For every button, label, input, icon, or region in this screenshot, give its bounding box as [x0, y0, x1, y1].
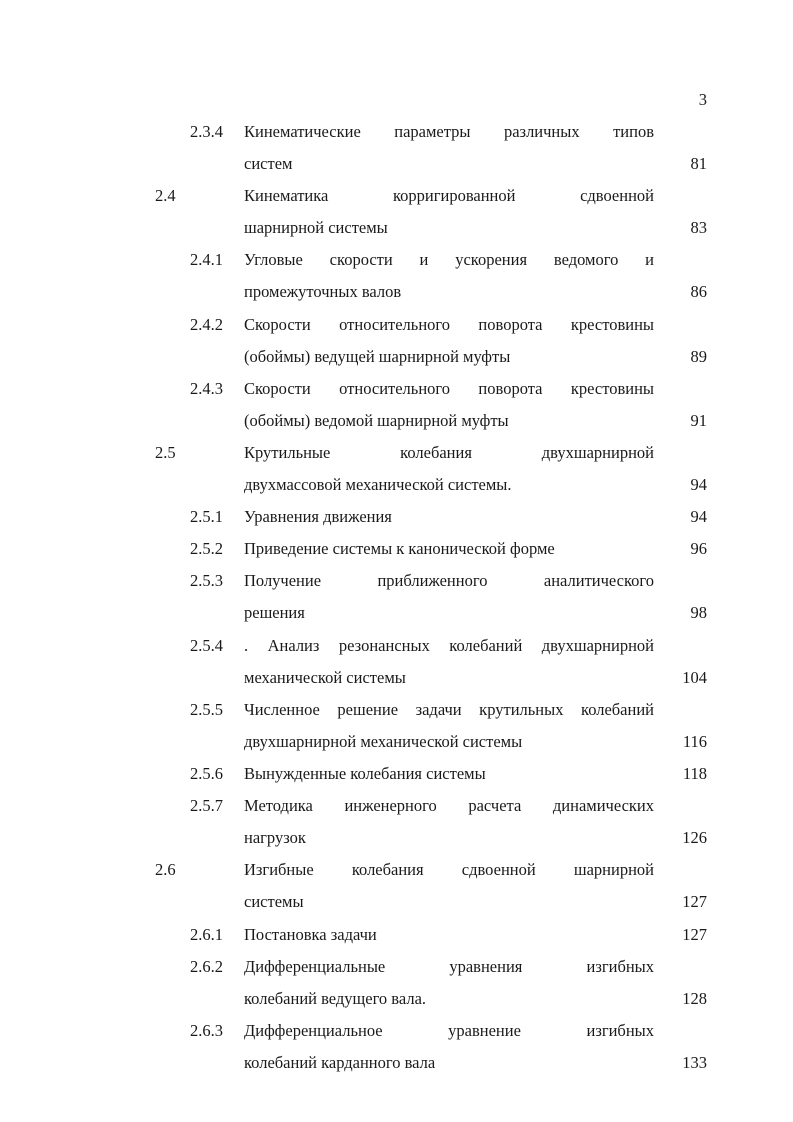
- toc-entry-number: 2.5: [155, 443, 176, 462]
- toc-entry-title-line: Кинематика корригированной сдвоенной: [244, 186, 654, 206]
- toc-entry-title-line: Кинематические параметры различных типов: [244, 122, 654, 141]
- toc-entry-page: 86: [690, 282, 707, 302]
- toc-entry-title-line: Скорости относительного поворота крестовины: [244, 378, 654, 398]
- toc-entry-title-line: Численное решение задачи крутильных колебаний: [244, 699, 654, 719]
- toc-entry-title-line: Получение приближенного аналитического: [244, 571, 654, 591]
- toc-entry-page: 89: [690, 346, 707, 366]
- toc-entry-page: 128: [682, 988, 707, 1008]
- toc-entry-title-line: Постановка задачи: [244, 924, 377, 944]
- toc-entry-page: 116: [682, 731, 707, 751]
- toc-entry-title-line: нагрузок: [244, 828, 306, 848]
- toc-entry-title-line: промежуточных валов: [244, 282, 402, 302]
- toc-entry-number: 2.5.6: [190, 764, 223, 783]
- toc-entry-title-line: Дифференциальные уравнения изгибных: [244, 956, 654, 976]
- toc-entry-title-line: Угловые скорости и ускорения ведомого и: [244, 250, 654, 270]
- toc-entry-number: 2.6.2: [190, 956, 223, 976]
- toc-entry-number: 2.6: [155, 860, 176, 880]
- toc-entry-number: 2.5.5: [190, 699, 223, 719]
- toc-entry-number: 2.5.7: [190, 796, 223, 816]
- toc-entry-title-line: колебаний карданного вала: [244, 1052, 436, 1072]
- toc-entry-page: 94: [690, 475, 707, 495]
- toc-entry-page: 127: [682, 924, 707, 944]
- toc-entry-title-line: механической системы: [244, 667, 406, 687]
- toc-entry-page: 126: [682, 828, 707, 848]
- toc-entry-page: 98: [690, 603, 707, 623]
- toc-entry-title-line: Дифференциальное уравнение изгибных: [244, 1020, 654, 1040]
- toc-entry-title-line: Вынужденные колебания системы: [244, 764, 486, 783]
- toc-entry-title-line: систем: [244, 154, 293, 174]
- toc-entry-title-line: системы: [244, 892, 304, 912]
- toc-entry-page: 96: [690, 539, 707, 559]
- toc-entry-page: 133: [682, 1052, 707, 1072]
- toc-entry-page: 118: [682, 764, 707, 783]
- toc-entry-page: 94: [690, 507, 707, 527]
- toc-entry-number: 2.5.4: [190, 635, 223, 655]
- toc-entry-page: 104: [682, 667, 707, 687]
- toc-entry-page: 81: [690, 154, 707, 174]
- toc-entry-title-line: колебаний ведущего вала.: [244, 988, 427, 1008]
- toc-entry-number: 2.5.2: [190, 539, 223, 559]
- toc-entry-title-line: (обоймы) ведомой шарнирной муфты: [244, 410, 509, 430]
- toc-entry-title-line: Уравнения движения: [244, 507, 392, 527]
- toc-entry-title-line: Методика инженерного расчета динамических: [244, 796, 654, 816]
- toc-entry-number: 2.6.3: [190, 1020, 223, 1040]
- toc-entry-title-line: . Анализ резонансных колебаний двухшарнирной: [244, 635, 654, 655]
- toc-entry-number: 2.4.1: [190, 250, 223, 270]
- toc-entry-number: 2.4.3: [190, 378, 223, 398]
- toc-entry-page: 91: [690, 410, 707, 430]
- toc-entry-title-line: Приведение системы к канонической форме: [244, 539, 555, 559]
- toc-entry-page: 83: [690, 218, 707, 238]
- toc-entry-title-line: Изгибные колебания сдвоенной шарнирной: [244, 860, 654, 880]
- toc-entry-number: 2.5.3: [190, 571, 223, 591]
- toc-entry-number: 2.4: [155, 186, 176, 206]
- toc-entry-title-line: двухшарнирной механической системы: [244, 731, 523, 751]
- toc-entry-number: 2.4.2: [190, 314, 223, 334]
- toc-entry-title-line: шарнирной системы: [244, 218, 388, 238]
- toc-entry-title-line: Крутильные колебания двухшарнирной: [244, 443, 654, 462]
- page-number: 3: [698, 90, 707, 109]
- toc-entry-number: 2.3.4: [190, 122, 223, 141]
- toc-entry-number: 2.5.1: [190, 507, 223, 527]
- toc-entry-title-line: (обоймы) ведущей шарнирной муфты: [244, 346, 511, 366]
- toc-entry-title-line: двухмассовой механической системы.: [244, 475, 512, 495]
- toc-entry-title-line: Скорости относительного поворота крестовины: [244, 314, 654, 334]
- toc-entry-number: 2.6.1: [190, 924, 223, 944]
- toc-entry-title-line: решения: [244, 603, 305, 623]
- toc-entry-page: 127: [682, 892, 707, 912]
